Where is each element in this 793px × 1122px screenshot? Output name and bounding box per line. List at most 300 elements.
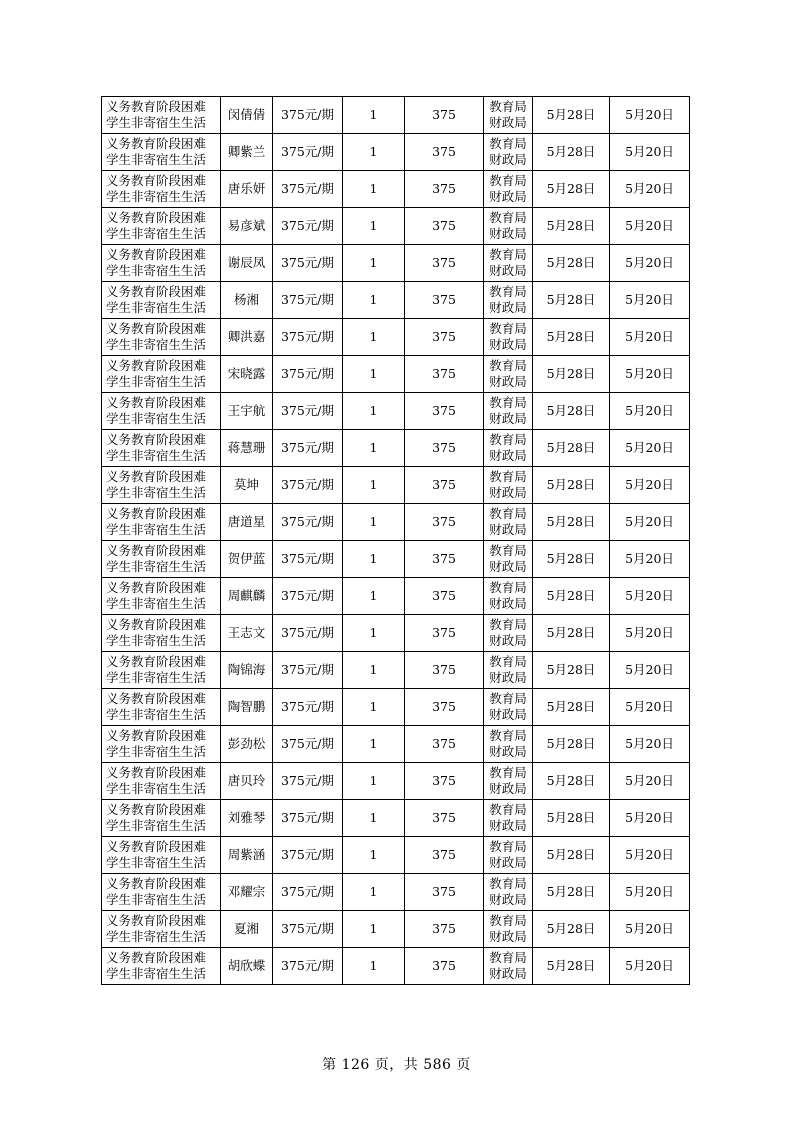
department-cell — [484, 319, 533, 356]
department-cell — [484, 837, 533, 874]
department-line: 财政局 — [489, 559, 527, 574]
department-line: 财政局 — [489, 892, 527, 907]
subsidy-item-cell — [102, 837, 221, 874]
department-line: 财政局 — [489, 152, 527, 167]
student-name-cell: 王宇航 — [221, 393, 273, 430]
subsidy-item-line: 义务教育阶段困难 — [106, 839, 207, 854]
amount-cell: 375 — [405, 726, 484, 763]
subsidy-item-line: 学生非寄宿生生活 — [106, 744, 207, 759]
department-line: 教育局 — [489, 691, 527, 706]
standard-cell: 375元/期 — [273, 726, 343, 763]
subsidy-item-cell — [102, 171, 221, 208]
count-cell: 1 — [343, 467, 405, 504]
standard-cell: 375元/期 — [273, 319, 343, 356]
subsidy-item-line: 学生非寄宿生生活 — [106, 670, 207, 685]
count-cell: 1 — [343, 97, 405, 134]
department-cell — [484, 356, 533, 393]
subsidy-item-line: 义务教育阶段困难 — [106, 432, 207, 447]
student-name-cell: 唐贝玲 — [221, 763, 273, 800]
subsidy-item-cell — [102, 356, 221, 393]
student-name-cell: 闵倩倩 — [221, 97, 273, 134]
standard-cell: 375元/期 — [273, 134, 343, 171]
amount-cell: 375 — [405, 504, 484, 541]
table-row — [102, 652, 690, 689]
amount-cell: 375 — [405, 800, 484, 837]
department-line: 教育局 — [489, 469, 527, 484]
amount-cell: 375 — [405, 282, 484, 319]
department-cell — [484, 874, 533, 911]
date-one-cell: 5月28日 — [533, 763, 610, 800]
subsidy-item-cell — [102, 800, 221, 837]
date-one-cell: 5月28日 — [533, 800, 610, 837]
standard-cell: 375元/期 — [273, 800, 343, 837]
table-row — [102, 800, 690, 837]
standard-cell: 375元/期 — [273, 430, 343, 467]
table-row — [102, 245, 690, 282]
subsidy-item-line: 学生非寄宿生生活 — [106, 411, 207, 426]
subsidy-item-line: 学生非寄宿生生活 — [106, 337, 207, 352]
count-cell: 1 — [343, 282, 405, 319]
amount-cell: 375 — [405, 578, 484, 615]
department-line: 教育局 — [489, 802, 527, 817]
subsidy-item-line: 学生非寄宿生生活 — [106, 152, 207, 167]
subsidy-item-line: 义务教育阶段困难 — [106, 802, 207, 817]
subsidy-item-line: 学生非寄宿生生活 — [106, 966, 207, 981]
date-one-cell: 5月28日 — [533, 97, 610, 134]
subsidy-item-line: 义务教育阶段困难 — [106, 543, 207, 558]
amount-cell: 375 — [405, 97, 484, 134]
student-name-cell: 卿洪嘉 — [221, 319, 273, 356]
table-row — [102, 393, 690, 430]
count-cell: 1 — [343, 541, 405, 578]
date-one-cell: 5月28日 — [533, 430, 610, 467]
table-row — [102, 430, 690, 467]
amount-cell: 375 — [405, 763, 484, 800]
subsidy-item-line: 义务教育阶段困难 — [106, 284, 207, 299]
amount-cell: 375 — [405, 171, 484, 208]
date-one-cell: 5月28日 — [533, 208, 610, 245]
department-line: 教育局 — [489, 358, 527, 373]
department-cell — [484, 726, 533, 763]
subsidy-item-line: 学生非寄宿生生活 — [106, 485, 207, 500]
count-cell: 1 — [343, 134, 405, 171]
table-row — [102, 948, 690, 985]
count-cell: 1 — [343, 171, 405, 208]
date-one-cell: 5月28日 — [533, 467, 610, 504]
department-line: 财政局 — [489, 189, 527, 204]
subsidy-item-line: 学生非寄宿生生活 — [106, 892, 207, 907]
student-name-cell: 蒋慧珊 — [221, 430, 273, 467]
department-cell — [484, 171, 533, 208]
date-two-cell: 5月20日 — [610, 430, 690, 467]
table-row — [102, 467, 690, 504]
department-cell — [484, 134, 533, 171]
student-name-cell: 宋晓露 — [221, 356, 273, 393]
count-cell: 1 — [343, 726, 405, 763]
subsidy-table — [101, 96, 690, 985]
amount-cell: 375 — [405, 430, 484, 467]
department-line: 财政局 — [489, 929, 527, 944]
date-two-cell: 5月20日 — [610, 689, 690, 726]
department-line: 教育局 — [489, 99, 527, 114]
table-row — [102, 837, 690, 874]
amount-cell: 375 — [405, 652, 484, 689]
table-row — [102, 356, 690, 393]
department-cell — [484, 467, 533, 504]
subsidy-item-cell — [102, 134, 221, 171]
count-cell: 1 — [343, 800, 405, 837]
subsidy-item-line: 学生非寄宿生生活 — [106, 707, 207, 722]
amount-cell: 375 — [405, 911, 484, 948]
count-cell: 1 — [343, 504, 405, 541]
date-two-cell: 5月20日 — [610, 282, 690, 319]
table-row — [102, 171, 690, 208]
date-two-cell: 5月20日 — [610, 578, 690, 615]
subsidy-item-cell — [102, 763, 221, 800]
date-two-cell: 5月20日 — [610, 615, 690, 652]
date-two-cell: 5月20日 — [610, 948, 690, 985]
subsidy-item-cell — [102, 615, 221, 652]
department-line: 财政局 — [489, 633, 527, 648]
subsidy-item-line: 义务教育阶段困难 — [106, 321, 207, 336]
count-cell: 1 — [343, 837, 405, 874]
department-line: 教育局 — [489, 284, 527, 299]
student-name-cell: 夏湘 — [221, 911, 273, 948]
date-two-cell: 5月20日 — [610, 874, 690, 911]
subsidy-item-line: 义务教育阶段困难 — [106, 765, 207, 780]
count-cell: 1 — [343, 430, 405, 467]
department-line: 教育局 — [489, 950, 527, 965]
department-cell — [484, 763, 533, 800]
date-one-cell: 5月28日 — [533, 319, 610, 356]
department-line: 教育局 — [489, 765, 527, 780]
subsidy-item-line: 义务教育阶段困难 — [106, 950, 207, 965]
count-cell: 1 — [343, 615, 405, 652]
date-two-cell: 5月20日 — [610, 504, 690, 541]
department-cell — [484, 282, 533, 319]
table-body — [102, 97, 690, 985]
student-name-cell: 王志文 — [221, 615, 273, 652]
department-cell — [484, 504, 533, 541]
subsidy-item-line: 学生非寄宿生生活 — [106, 300, 207, 315]
student-name-cell: 莫坤 — [221, 467, 273, 504]
student-name-cell: 卿紫兰 — [221, 134, 273, 171]
department-cell — [484, 393, 533, 430]
subsidy-item-line: 学生非寄宿生生活 — [106, 596, 207, 611]
subsidy-item-cell — [102, 726, 221, 763]
department-line: 教育局 — [489, 876, 527, 891]
date-one-cell: 5月28日 — [533, 356, 610, 393]
count-cell: 1 — [343, 911, 405, 948]
student-name-cell: 谢辰凤 — [221, 245, 273, 282]
date-one-cell: 5月28日 — [533, 726, 610, 763]
standard-cell: 375元/期 — [273, 97, 343, 134]
amount-cell: 375 — [405, 245, 484, 282]
subsidy-item-cell — [102, 319, 221, 356]
department-line: 教育局 — [489, 913, 527, 928]
subsidy-item-line: 义务教育阶段困难 — [106, 913, 207, 928]
subsidy-item-line: 学生非寄宿生生活 — [106, 263, 207, 278]
department-line: 教育局 — [489, 432, 527, 447]
count-cell: 1 — [343, 245, 405, 282]
subsidy-item-cell — [102, 874, 221, 911]
standard-cell: 375元/期 — [273, 948, 343, 985]
page-footer: 第 126 页，共 586 页 — [322, 1057, 471, 1073]
date-one-cell: 5月28日 — [533, 171, 610, 208]
date-two-cell: 5月20日 — [610, 97, 690, 134]
department-cell — [484, 541, 533, 578]
department-line: 财政局 — [489, 707, 527, 722]
count-cell: 1 — [343, 689, 405, 726]
student-name-cell: 陶智鹏 — [221, 689, 273, 726]
subsidy-item-cell — [102, 578, 221, 615]
department-line: 教育局 — [489, 617, 527, 632]
date-two-cell: 5月20日 — [610, 911, 690, 948]
department-line: 财政局 — [489, 522, 527, 537]
date-one-cell: 5月28日 — [533, 282, 610, 319]
subsidy-item-cell — [102, 541, 221, 578]
student-name-cell: 杨湘 — [221, 282, 273, 319]
table-row — [102, 578, 690, 615]
student-name-cell: 彭劲松 — [221, 726, 273, 763]
standard-cell: 375元/期 — [273, 208, 343, 245]
department-line: 财政局 — [489, 744, 527, 759]
department-line: 财政局 — [489, 855, 527, 870]
date-one-cell: 5月28日 — [533, 578, 610, 615]
department-line: 教育局 — [489, 580, 527, 595]
department-line: 财政局 — [489, 300, 527, 315]
date-two-cell: 5月20日 — [610, 467, 690, 504]
student-name-cell: 唐乐妍 — [221, 171, 273, 208]
table-row — [102, 319, 690, 356]
department-cell — [484, 652, 533, 689]
department-line: 教育局 — [489, 654, 527, 669]
table-row — [102, 726, 690, 763]
department-cell — [484, 578, 533, 615]
subsidy-item-line: 学生非寄宿生生活 — [106, 559, 207, 574]
department-line: 教育局 — [489, 506, 527, 521]
subsidy-item-line: 学生非寄宿生生活 — [106, 374, 207, 389]
amount-cell: 375 — [405, 208, 484, 245]
date-two-cell: 5月20日 — [610, 837, 690, 874]
subsidy-item-line: 学生非寄宿生生活 — [106, 929, 207, 944]
department-cell — [484, 430, 533, 467]
subsidy-item-line: 义务教育阶段困难 — [106, 654, 207, 669]
department-cell — [484, 800, 533, 837]
table-row — [102, 615, 690, 652]
subsidy-item-line: 学生非寄宿生生活 — [106, 115, 207, 130]
subsidy-item-cell — [102, 948, 221, 985]
subsidy-item-line: 学生非寄宿生生活 — [106, 522, 207, 537]
subsidy-item-line: 义务教育阶段困难 — [106, 173, 207, 188]
subsidy-item-line: 义务教育阶段困难 — [106, 247, 207, 262]
subsidy-item-cell — [102, 689, 221, 726]
table-row — [102, 541, 690, 578]
count-cell: 1 — [343, 319, 405, 356]
standard-cell: 375元/期 — [273, 763, 343, 800]
amount-cell: 375 — [405, 615, 484, 652]
table-row — [102, 689, 690, 726]
department-line: 财政局 — [489, 818, 527, 833]
department-line: 财政局 — [489, 226, 527, 241]
date-one-cell: 5月28日 — [533, 393, 610, 430]
student-name-cell: 易彦斌 — [221, 208, 273, 245]
subsidy-item-cell — [102, 430, 221, 467]
date-two-cell: 5月20日 — [610, 356, 690, 393]
subsidy-item-line: 学生非寄宿生生活 — [106, 189, 207, 204]
table-row — [102, 874, 690, 911]
student-name-cell: 胡欣蝶 — [221, 948, 273, 985]
date-one-cell: 5月28日 — [533, 689, 610, 726]
student-name-cell: 周麒麟 — [221, 578, 273, 615]
date-two-cell: 5月20日 — [610, 726, 690, 763]
amount-cell: 375 — [405, 319, 484, 356]
count-cell: 1 — [343, 652, 405, 689]
standard-cell: 375元/期 — [273, 874, 343, 911]
standard-cell: 375元/期 — [273, 652, 343, 689]
subsidy-item-line: 义务教育阶段困难 — [106, 728, 207, 743]
subsidy-item-line: 义务教育阶段困难 — [106, 99, 207, 114]
count-cell: 1 — [343, 763, 405, 800]
subsidy-item-line: 学生非寄宿生生活 — [106, 855, 207, 870]
date-one-cell: 5月28日 — [533, 245, 610, 282]
standard-cell: 375元/期 — [273, 467, 343, 504]
standard-cell: 375元/期 — [273, 356, 343, 393]
department-line: 财政局 — [489, 596, 527, 611]
department-line: 财政局 — [489, 263, 527, 278]
amount-cell: 375 — [405, 541, 484, 578]
subsidy-item-cell — [102, 208, 221, 245]
subsidy-item-line: 义务教育阶段困难 — [106, 691, 207, 706]
department-line: 教育局 — [489, 321, 527, 336]
student-name-cell: 陶锦海 — [221, 652, 273, 689]
amount-cell: 375 — [405, 874, 484, 911]
subsidy-item-line: 义务教育阶段困难 — [106, 469, 207, 484]
standard-cell: 375元/期 — [273, 578, 343, 615]
table-row — [102, 504, 690, 541]
department-line: 财政局 — [489, 374, 527, 389]
department-cell — [484, 911, 533, 948]
department-line: 财政局 — [489, 781, 527, 796]
date-one-cell: 5月28日 — [533, 504, 610, 541]
student-name-cell: 贺伊蓝 — [221, 541, 273, 578]
standard-cell: 375元/期 — [273, 689, 343, 726]
date-two-cell: 5月20日 — [610, 134, 690, 171]
standard-cell: 375元/期 — [273, 393, 343, 430]
student-name-cell: 刘雅琴 — [221, 800, 273, 837]
table-row — [102, 97, 690, 134]
department-line: 财政局 — [489, 966, 527, 981]
date-one-cell: 5月28日 — [533, 541, 610, 578]
date-one-cell: 5月28日 — [533, 911, 610, 948]
subsidy-item-cell — [102, 393, 221, 430]
date-one-cell: 5月28日 — [533, 652, 610, 689]
department-cell — [484, 689, 533, 726]
student-name-cell: 邓耀宗 — [221, 874, 273, 911]
subsidy-item-line: 义务教育阶段困难 — [106, 506, 207, 521]
date-one-cell: 5月28日 — [533, 874, 610, 911]
table-row — [102, 282, 690, 319]
table-row — [102, 208, 690, 245]
date-two-cell: 5月20日 — [610, 171, 690, 208]
subsidy-item-line: 义务教育阶段困难 — [106, 617, 207, 632]
amount-cell: 375 — [405, 356, 484, 393]
subsidy-item-cell — [102, 282, 221, 319]
table-row — [102, 134, 690, 171]
department-line: 教育局 — [489, 136, 527, 151]
subsidy-item-cell — [102, 504, 221, 541]
date-two-cell: 5月20日 — [610, 763, 690, 800]
department-line: 教育局 — [489, 395, 527, 410]
amount-cell: 375 — [405, 467, 484, 504]
department-line: 教育局 — [489, 543, 527, 558]
standard-cell: 375元/期 — [273, 245, 343, 282]
department-line: 财政局 — [489, 485, 527, 500]
subsidy-item-line: 义务教育阶段困难 — [106, 580, 207, 595]
subsidy-item-cell — [102, 97, 221, 134]
date-two-cell: 5月20日 — [610, 800, 690, 837]
date-one-cell: 5月28日 — [533, 134, 610, 171]
subsidy-item-line: 义务教育阶段困难 — [106, 136, 207, 151]
department-line: 财政局 — [489, 337, 527, 352]
table-row — [102, 911, 690, 948]
standard-cell: 375元/期 — [273, 615, 343, 652]
department-line: 教育局 — [489, 173, 527, 188]
date-two-cell: 5月20日 — [610, 245, 690, 282]
amount-cell: 375 — [405, 393, 484, 430]
subsidy-item-line: 学生非寄宿生生活 — [106, 633, 207, 648]
date-one-cell: 5月28日 — [533, 615, 610, 652]
department-line: 教育局 — [489, 839, 527, 854]
department-cell — [484, 245, 533, 282]
subsidy-item-line: 义务教育阶段困难 — [106, 395, 207, 410]
date-two-cell: 5月20日 — [610, 652, 690, 689]
department-line: 教育局 — [489, 728, 527, 743]
amount-cell: 375 — [405, 837, 484, 874]
department-line: 财政局 — [489, 670, 527, 685]
department-line: 教育局 — [489, 210, 527, 225]
count-cell: 1 — [343, 356, 405, 393]
standard-cell: 375元/期 — [273, 171, 343, 208]
count-cell: 1 — [343, 208, 405, 245]
standard-cell: 375元/期 — [273, 911, 343, 948]
count-cell: 1 — [343, 948, 405, 985]
count-cell: 1 — [343, 393, 405, 430]
subsidy-item-line: 学生非寄宿生生活 — [106, 226, 207, 241]
department-line: 财政局 — [489, 448, 527, 463]
subsidy-item-cell — [102, 467, 221, 504]
date-two-cell: 5月20日 — [610, 393, 690, 430]
count-cell: 1 — [343, 874, 405, 911]
department-line: 财政局 — [489, 411, 527, 426]
subsidy-item-line: 学生非寄宿生生活 — [106, 448, 207, 463]
subsidy-item-line: 义务教育阶段困难 — [106, 876, 207, 891]
standard-cell: 375元/期 — [273, 541, 343, 578]
subsidy-item-cell — [102, 652, 221, 689]
standard-cell: 375元/期 — [273, 282, 343, 319]
amount-cell: 375 — [405, 948, 484, 985]
department-cell — [484, 948, 533, 985]
amount-cell: 375 — [405, 689, 484, 726]
count-cell: 1 — [343, 578, 405, 615]
subsidy-item-line: 义务教育阶段困难 — [106, 210, 207, 225]
department-cell — [484, 97, 533, 134]
subsidy-item-line: 学生非寄宿生生活 — [106, 781, 207, 796]
date-one-cell: 5月28日 — [533, 948, 610, 985]
subsidy-item-cell — [102, 911, 221, 948]
department-line: 教育局 — [489, 247, 527, 262]
amount-cell: 375 — [405, 134, 484, 171]
